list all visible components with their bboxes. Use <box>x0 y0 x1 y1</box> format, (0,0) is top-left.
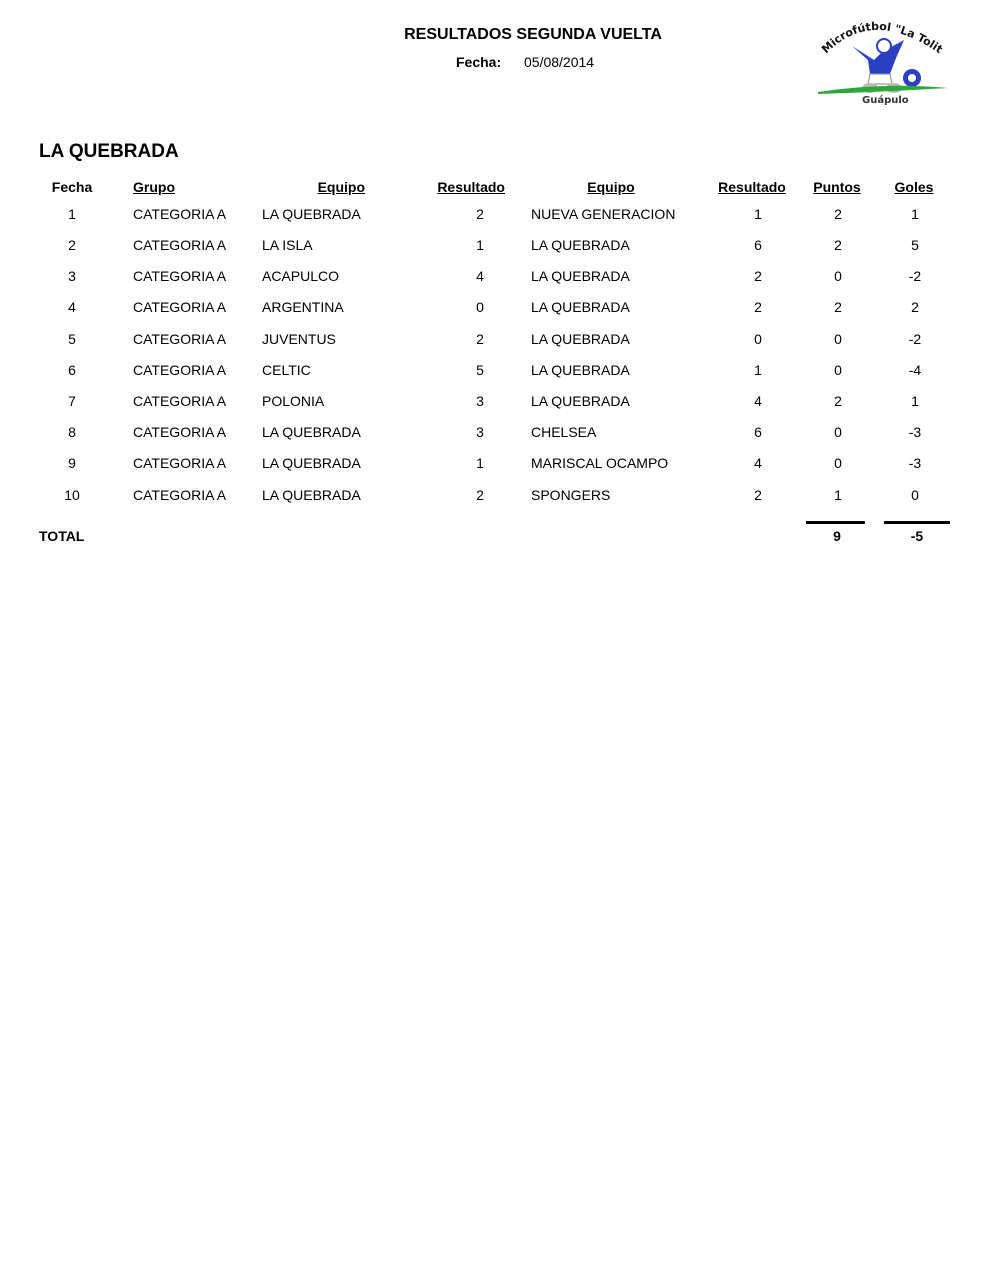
cell-resultado-local: 3 <box>476 393 484 409</box>
cell-equipo-local: LA QUEBRADA <box>262 487 361 503</box>
fecha-value: 05/08/2014 <box>524 54 595 70</box>
cell-goles: -2 <box>908 331 922 347</box>
cell-equipo-visitante: SPONGERS <box>531 487 611 503</box>
cell-equipo-local: ACAPULCO <box>262 268 340 284</box>
report-title: RESULTADOS SEGUNDA VUELTA <box>404 26 662 43</box>
cell-goles: -3 <box>908 424 922 440</box>
cell-resultado-visitante: 1 <box>754 206 762 222</box>
cell-goles: 5 <box>911 237 919 253</box>
cell-fecha: 4 <box>68 299 76 315</box>
cell-puntos: 0 <box>834 362 842 378</box>
goles-total-divider <box>884 521 950 524</box>
cell-goles: 1 <box>911 206 919 222</box>
cell-fecha: 10 <box>64 487 80 503</box>
col-header-grupo: Grupo <box>133 179 175 195</box>
col-header-fecha: Fecha <box>51 179 93 195</box>
cell-fecha: 8 <box>68 424 76 440</box>
total-label: TOTAL <box>39 528 85 544</box>
cell-grupo: CATEGORIA A <box>133 455 227 471</box>
cell-fecha: 3 <box>68 268 76 284</box>
cell-puntos: 2 <box>834 393 842 409</box>
cell-equipo-visitante: LA QUEBRADA <box>531 331 630 347</box>
cell-grupo: CATEGORIA A <box>133 206 227 222</box>
cell-fecha: 6 <box>68 362 76 378</box>
cell-resultado-visitante: 2 <box>754 268 762 284</box>
cell-resultado-local: 2 <box>476 487 484 503</box>
puntos-total-divider <box>806 521 865 524</box>
cell-resultado-visitante: 2 <box>754 487 762 503</box>
cell-resultado-local: 1 <box>476 455 484 471</box>
cell-equipo-visitante: CHELSEA <box>531 424 597 440</box>
cell-resultado-visitante: 0 <box>754 331 762 347</box>
cell-goles: -2 <box>908 268 922 284</box>
cell-fecha: 9 <box>68 455 76 471</box>
cell-puntos: 2 <box>834 206 842 222</box>
cell-grupo: CATEGORIA A <box>133 331 227 347</box>
cell-grupo: CATEGORIA A <box>133 424 227 440</box>
col-header-resultado-local: Resultado <box>437 179 505 195</box>
cell-resultado-visitante: 2 <box>754 299 762 315</box>
cell-puntos: 0 <box>834 455 842 471</box>
cell-resultado-visitante: 4 <box>754 393 762 409</box>
cell-equipo-local: ARGENTINA <box>262 299 344 315</box>
col-header-goles: Goles <box>894 179 934 195</box>
cell-fecha: 5 <box>68 331 76 347</box>
cell-equipo-visitante: LA QUEBRADA <box>531 237 630 253</box>
total-puntos: 9 <box>833 528 841 544</box>
cell-equipo-local: CELTIC <box>262 362 311 378</box>
cell-resultado-local: 2 <box>476 331 484 347</box>
cell-puntos: 0 <box>834 268 842 284</box>
cell-resultado-local: 4 <box>476 268 484 284</box>
fecha-label: Fecha: <box>456 54 502 70</box>
cell-grupo: CATEGORIA A <box>133 362 227 378</box>
cell-equipo-local: POLONIA <box>262 393 325 409</box>
cell-equipo-visitante: NUEVA GENERACION <box>531 206 676 222</box>
col-header-equipo-visitante: Equipo <box>587 179 635 195</box>
cell-goles: 0 <box>911 487 919 503</box>
cell-equipo-local: LA QUEBRADA <box>262 455 361 471</box>
cell-puntos: 0 <box>834 424 842 440</box>
cell-puntos: 2 <box>834 237 842 253</box>
cell-equipo-local: LA QUEBRADA <box>262 206 361 222</box>
cell-resultado-local: 0 <box>476 299 484 315</box>
cell-resultado-visitante: 6 <box>754 237 762 253</box>
cell-grupo: CATEGORIA A <box>133 237 227 253</box>
cell-resultado-local: 2 <box>476 206 484 222</box>
cell-equipo-visitante: LA QUEBRADA <box>531 268 630 284</box>
cell-puntos: 2 <box>834 299 842 315</box>
cell-goles: -3 <box>908 455 922 471</box>
cell-resultado-visitante: 6 <box>754 424 762 440</box>
col-header-puntos: Puntos <box>813 179 861 195</box>
cell-puntos: 0 <box>834 331 842 347</box>
total-goles: -5 <box>910 528 924 544</box>
cell-equipo-visitante: LA QUEBRADA <box>531 362 630 378</box>
cell-fecha: 1 <box>68 206 76 222</box>
cell-equipo-local: JUVENTUS <box>262 331 336 347</box>
team-name: LA QUEBRADA <box>39 141 179 162</box>
cell-goles: 2 <box>911 299 919 315</box>
cell-goles: -4 <box>908 362 922 378</box>
cell-equipo-visitante: LA QUEBRADA <box>531 393 630 409</box>
cell-equipo-local: LA QUEBRADA <box>262 424 361 440</box>
cell-grupo: CATEGORIA A <box>133 299 227 315</box>
club-logo <box>812 12 952 107</box>
cell-resultado-visitante: 4 <box>754 455 762 471</box>
cell-resultado-local: 3 <box>476 424 484 440</box>
col-header-equipo-local: Equipo <box>317 179 365 195</box>
svg-text:Guápulo: Guápulo <box>862 95 909 106</box>
cell-fecha: 2 <box>68 237 76 253</box>
cell-equipo-visitante: LA QUEBRADA <box>531 299 630 315</box>
svg-text:Microfútbol "La Tolita": Microfútbol "La Tolit <box>819 19 946 57</box>
cell-resultado-visitante: 1 <box>754 362 762 378</box>
cell-equipo-local: LA ISLA <box>262 237 313 253</box>
cell-equipo-visitante: MARISCAL OCAMPO <box>531 455 669 471</box>
col-header-resultado-visitante: Resultado <box>718 179 786 195</box>
cell-grupo: CATEGORIA A <box>133 268 227 284</box>
cell-resultado-local: 1 <box>476 237 484 253</box>
cell-grupo: CATEGORIA A <box>133 487 227 503</box>
cell-resultado-local: 5 <box>476 362 484 378</box>
cell-grupo: CATEGORIA A <box>133 393 227 409</box>
cell-puntos: 1 <box>834 487 842 503</box>
cell-goles: 1 <box>911 393 919 409</box>
cell-fecha: 7 <box>68 393 76 409</box>
